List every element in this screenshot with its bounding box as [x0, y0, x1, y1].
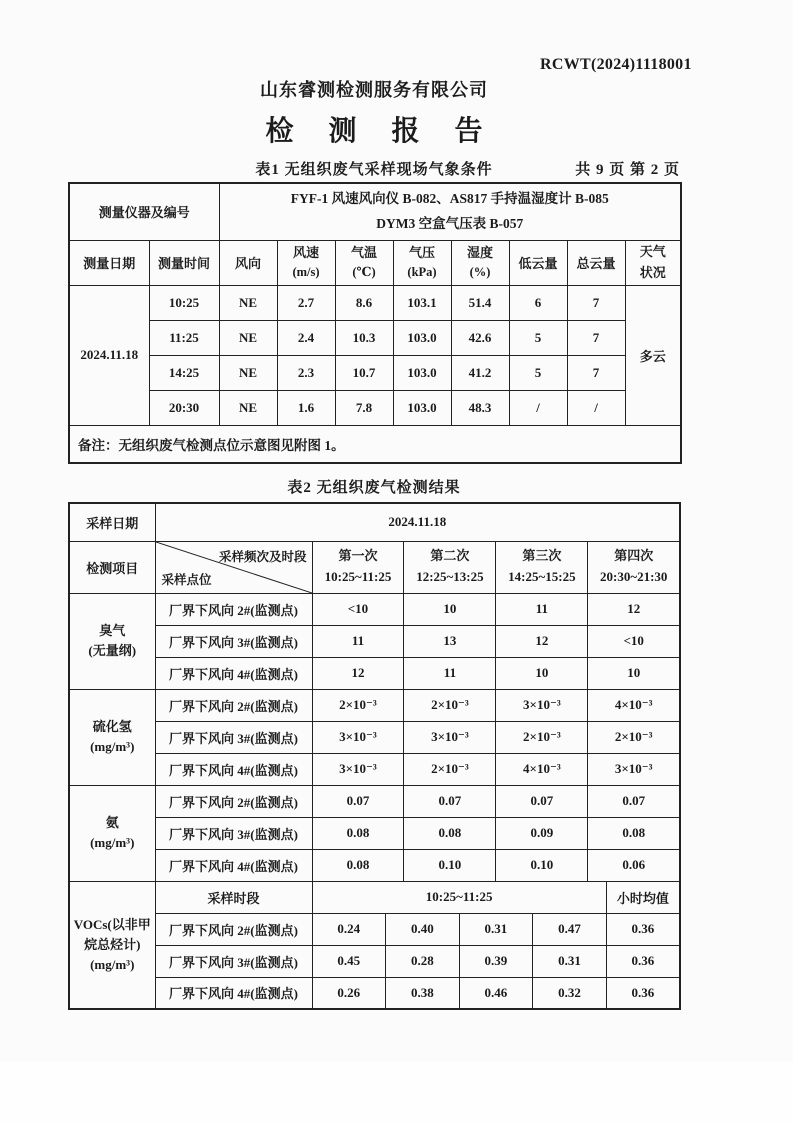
value-cell: 0.07	[496, 785, 588, 817]
table2-caption: 表2 无组织废气检测结果	[287, 480, 461, 496]
param-h2s-name: 硫化氢	[92, 718, 132, 734]
value-cell: 0.40	[386, 913, 460, 945]
temp-cell: 7.8	[335, 390, 393, 425]
temp-cell: 8.6	[335, 285, 393, 320]
table1-caption: 表1 无组织废气采样现场气象条件	[255, 162, 493, 178]
value-cell: 2×10⁻³	[496, 721, 588, 753]
wind-speed-cell: 2.7	[277, 285, 335, 320]
value-cell: 2×10⁻³	[404, 753, 496, 785]
header-temp-unit: (℃)	[352, 264, 376, 279]
value-cell: 0.07	[312, 785, 404, 817]
value-cell: 0.47	[533, 913, 607, 945]
header-weather	[625, 240, 681, 285]
value-cell: <10	[588, 625, 680, 657]
header-wind-speed	[277, 240, 335, 285]
header-temp-label: 气温	[351, 244, 378, 260]
point-cell: 厂界下风向 2#(监测点)	[155, 785, 312, 817]
header-temp	[335, 240, 393, 285]
low-cloud-cell: /	[509, 390, 567, 425]
waste-gas-results-table	[68, 502, 681, 1010]
point-cell: 厂界下风向 2#(监测点)	[155, 689, 312, 721]
point-cell: 厂界下风向 2#(监测点)	[155, 913, 312, 945]
header-pressure	[393, 240, 451, 285]
value-cell: 4×10⁻³	[588, 689, 680, 721]
pressure-cell: 103.1	[393, 285, 451, 320]
report-title: 检 测 报 告	[265, 116, 497, 147]
value-cell: 13	[404, 625, 496, 657]
param-h2s-unit: (mg/m³)	[90, 739, 135, 754]
header-wind-speed-label: 风速	[293, 244, 320, 260]
freq-header-4	[588, 541, 680, 593]
diagonal-top-label: 采样频次及时段	[218, 549, 307, 564]
value-cell: 2×10⁻³	[312, 689, 404, 721]
value-cell: 3×10⁻³	[588, 753, 680, 785]
value-cell: 2×10⁻³	[404, 689, 496, 721]
table-row	[69, 785, 680, 817]
instrument-label-cell: 测量仪器及编号	[69, 183, 219, 240]
humidity-cell: 51.4	[451, 285, 509, 320]
header-low-cloud: 低云量	[509, 240, 567, 285]
freq-4-title: 第四次	[614, 548, 654, 564]
value-cell: 0.32	[533, 977, 607, 1009]
value-cell: 0.24	[312, 913, 386, 945]
value-cell: 10	[588, 657, 680, 689]
pressure-cell: 103.0	[393, 390, 451, 425]
freq-header-1	[312, 541, 404, 593]
low-cloud-cell: 5	[509, 320, 567, 355]
value-cell: 10	[404, 593, 496, 625]
table-row	[69, 593, 680, 625]
value-cell: 0.10	[404, 849, 496, 881]
vocs-period-label-cell: 采样时段	[155, 881, 312, 913]
param-vocs-unit: (mg/m³)	[90, 956, 135, 972]
total-cloud-cell: 7	[567, 355, 625, 390]
avg-value-cell: 0.36	[606, 945, 680, 977]
value-cell: 0.45	[312, 945, 386, 977]
temp-cell: 10.7	[335, 355, 393, 390]
table-row	[69, 355, 681, 390]
total-cloud-cell: 7	[567, 285, 625, 320]
table-row	[69, 849, 680, 881]
table1-caption-row	[68, 158, 680, 182]
humidity-cell: 41.2	[451, 355, 509, 390]
param-odor-cell	[69, 593, 155, 689]
diagonal-header-cell	[155, 541, 312, 593]
value-cell: <10	[312, 593, 404, 625]
freq-1-period: 10:25~11:25	[324, 569, 392, 584]
sampling-date-value-cell: 2024.11.18	[155, 503, 680, 541]
freq-3-title: 第三次	[522, 548, 562, 564]
table-row	[69, 625, 680, 657]
page-number-info: 共 9 页 第 2 页	[575, 162, 680, 178]
value-cell: 3×10⁻³	[312, 753, 404, 785]
low-cloud-cell: 5	[509, 355, 567, 390]
document-number: RCWT(2024)1118001	[540, 56, 692, 73]
weather-cell: 多云	[625, 285, 681, 425]
value-cell: 0.08	[312, 817, 404, 849]
value-cell: 11	[404, 657, 496, 689]
point-cell: 厂界下风向 3#(监测点)	[155, 945, 312, 977]
value-cell: 0.08	[404, 817, 496, 849]
note-cell: 备注：无组织废气检测点位示意图见附图 1。	[69, 425, 681, 463]
freq-3-period: 14:25~15:25	[508, 569, 576, 584]
page-content	[68, 76, 680, 1010]
param-nh3-cell	[69, 785, 155, 881]
value-cell: 12	[496, 625, 588, 657]
table-row	[69, 183, 681, 240]
point-cell: 厂界下风向 3#(监测点)	[155, 721, 312, 753]
value-cell: 11	[312, 625, 404, 657]
header-humidity	[451, 240, 509, 285]
header-date: 测量日期	[69, 240, 149, 285]
value-cell: 12	[588, 593, 680, 625]
freq-2-title: 第二次	[430, 548, 470, 564]
table-row	[69, 945, 680, 977]
table-row	[69, 689, 680, 721]
table-row	[69, 320, 681, 355]
point-cell: 厂界下风向 4#(监测点)	[155, 657, 312, 689]
param-h2s-cell	[69, 689, 155, 785]
wind-speed-cell: 1.6	[277, 390, 335, 425]
value-cell: 0.08	[588, 817, 680, 849]
vocs-hour-avg-label-cell: 小时均值	[606, 881, 680, 913]
param-vocs-cell	[69, 881, 155, 1009]
value-cell: 3×10⁻³	[312, 721, 404, 753]
header-weather-l1: 天气	[639, 244, 666, 260]
value-cell: 0.08	[312, 849, 404, 881]
table-row	[69, 753, 680, 785]
instrument-value-cell	[219, 183, 681, 240]
wind-dir-cell: NE	[219, 390, 277, 425]
header-total-cloud: 总云量	[567, 240, 625, 285]
pressure-cell: 103.0	[393, 355, 451, 390]
table-row	[69, 285, 681, 320]
table-row	[69, 390, 681, 425]
param-vocs-name-l2: 烷总烃计)	[84, 936, 141, 952]
vocs-period-value-cell: 10:25~11:25	[312, 881, 606, 913]
value-cell: 0.31	[459, 913, 533, 945]
instrument-line1: FYF-1 风速风向仪 B-082、AS817 手持温湿度计 B-085	[290, 191, 609, 207]
table-header-row	[69, 240, 681, 285]
temp-cell: 10.3	[335, 320, 393, 355]
header-wind-dir: 风向	[219, 240, 277, 285]
time-cell: 10:25	[149, 285, 219, 320]
header-time: 测量时间	[149, 240, 219, 285]
header-humidity-unit: (%)	[469, 264, 491, 279]
low-cloud-cell: 6	[509, 285, 567, 320]
humidity-cell: 48.3	[451, 390, 509, 425]
header-pressure-label: 气压	[409, 244, 436, 260]
value-cell: 3×10⁻³	[496, 689, 588, 721]
value-cell: 0.10	[496, 849, 588, 881]
value-cell: 12	[312, 657, 404, 689]
param-odor-unit: (无量纲)	[88, 643, 137, 658]
point-cell: 厂界下风向 4#(监测点)	[155, 977, 312, 1009]
total-cloud-cell: /	[567, 390, 625, 425]
table-row	[69, 881, 680, 913]
freq-2-period: 12:25~13:25	[416, 569, 484, 584]
sampling-date-label-cell: 采样日期	[69, 503, 155, 541]
total-cloud-cell: 7	[567, 320, 625, 355]
value-cell: 0.07	[404, 785, 496, 817]
header-pressure-unit: (kPa)	[407, 264, 437, 279]
value-cell: 3×10⁻³	[404, 721, 496, 753]
time-cell: 14:25	[149, 355, 219, 390]
weather-conditions-table	[68, 182, 682, 464]
table-header-row	[69, 541, 680, 593]
time-cell: 20:30	[149, 390, 219, 425]
header-humidity-label: 湿度	[467, 244, 494, 260]
param-nh3-unit: (mg/m³)	[90, 835, 135, 850]
value-cell: 0.31	[533, 945, 607, 977]
item-label-cell: 检测项目	[69, 541, 155, 593]
company-name: 山东睿测检测服务有限公司	[260, 80, 488, 100]
table-row	[69, 913, 680, 945]
freq-4-period: 20:30~21:30	[600, 569, 668, 584]
humidity-cell: 42.6	[451, 320, 509, 355]
value-cell: 2×10⁻³	[588, 721, 680, 753]
wind-speed-cell: 2.3	[277, 355, 335, 390]
point-cell: 厂界下风向 3#(监测点)	[155, 625, 312, 657]
value-cell: 0.39	[459, 945, 533, 977]
param-nh3-name: 氨	[105, 814, 119, 830]
avg-value-cell: 0.36	[606, 977, 680, 1009]
diagonal-bottom-label: 采样点位	[161, 572, 212, 587]
value-cell: 11	[496, 593, 588, 625]
table-note-row	[69, 425, 681, 463]
header-weather-l2: 状况	[639, 264, 666, 280]
freq-header-2	[404, 541, 496, 593]
value-cell: 0.06	[588, 849, 680, 881]
value-cell: 0.09	[496, 817, 588, 849]
instrument-line2: DYM3 空盒气压表 B-057	[376, 215, 524, 231]
wind-speed-cell: 2.4	[277, 320, 335, 355]
freq-1-title: 第一次	[338, 548, 378, 564]
table-row	[69, 817, 680, 849]
time-cell: 11:25	[149, 320, 219, 355]
value-cell: 0.46	[459, 977, 533, 1009]
value-cell: 0.38	[386, 977, 460, 1009]
param-vocs-name-l1: VOCs(以非甲	[73, 916, 151, 932]
value-cell: 0.28	[386, 945, 460, 977]
param-odor-name: 臭气	[99, 622, 126, 638]
header-wind-speed-unit: (m/s)	[292, 264, 320, 279]
value-cell: 0.07	[588, 785, 680, 817]
value-cell: 0.26	[312, 977, 386, 1009]
table-row	[69, 503, 680, 541]
avg-value-cell: 0.36	[606, 913, 680, 945]
table-row	[69, 721, 680, 753]
wind-dir-cell: NE	[219, 285, 277, 320]
wind-dir-cell: NE	[219, 320, 277, 355]
wind-dir-cell: NE	[219, 355, 277, 390]
pressure-cell: 103.0	[393, 320, 451, 355]
point-cell: 厂界下风向 3#(监测点)	[155, 817, 312, 849]
measure-date-cell: 2024.11.18	[69, 285, 149, 425]
point-cell: 厂界下风向 4#(监测点)	[155, 849, 312, 881]
point-cell: 厂界下风向 2#(监测点)	[155, 593, 312, 625]
table-row	[69, 657, 680, 689]
point-cell: 厂界下风向 4#(监测点)	[155, 753, 312, 785]
value-cell: 4×10⁻³	[496, 753, 588, 785]
freq-header-3	[496, 541, 588, 593]
value-cell: 10	[496, 657, 588, 689]
table-row	[69, 977, 680, 1009]
